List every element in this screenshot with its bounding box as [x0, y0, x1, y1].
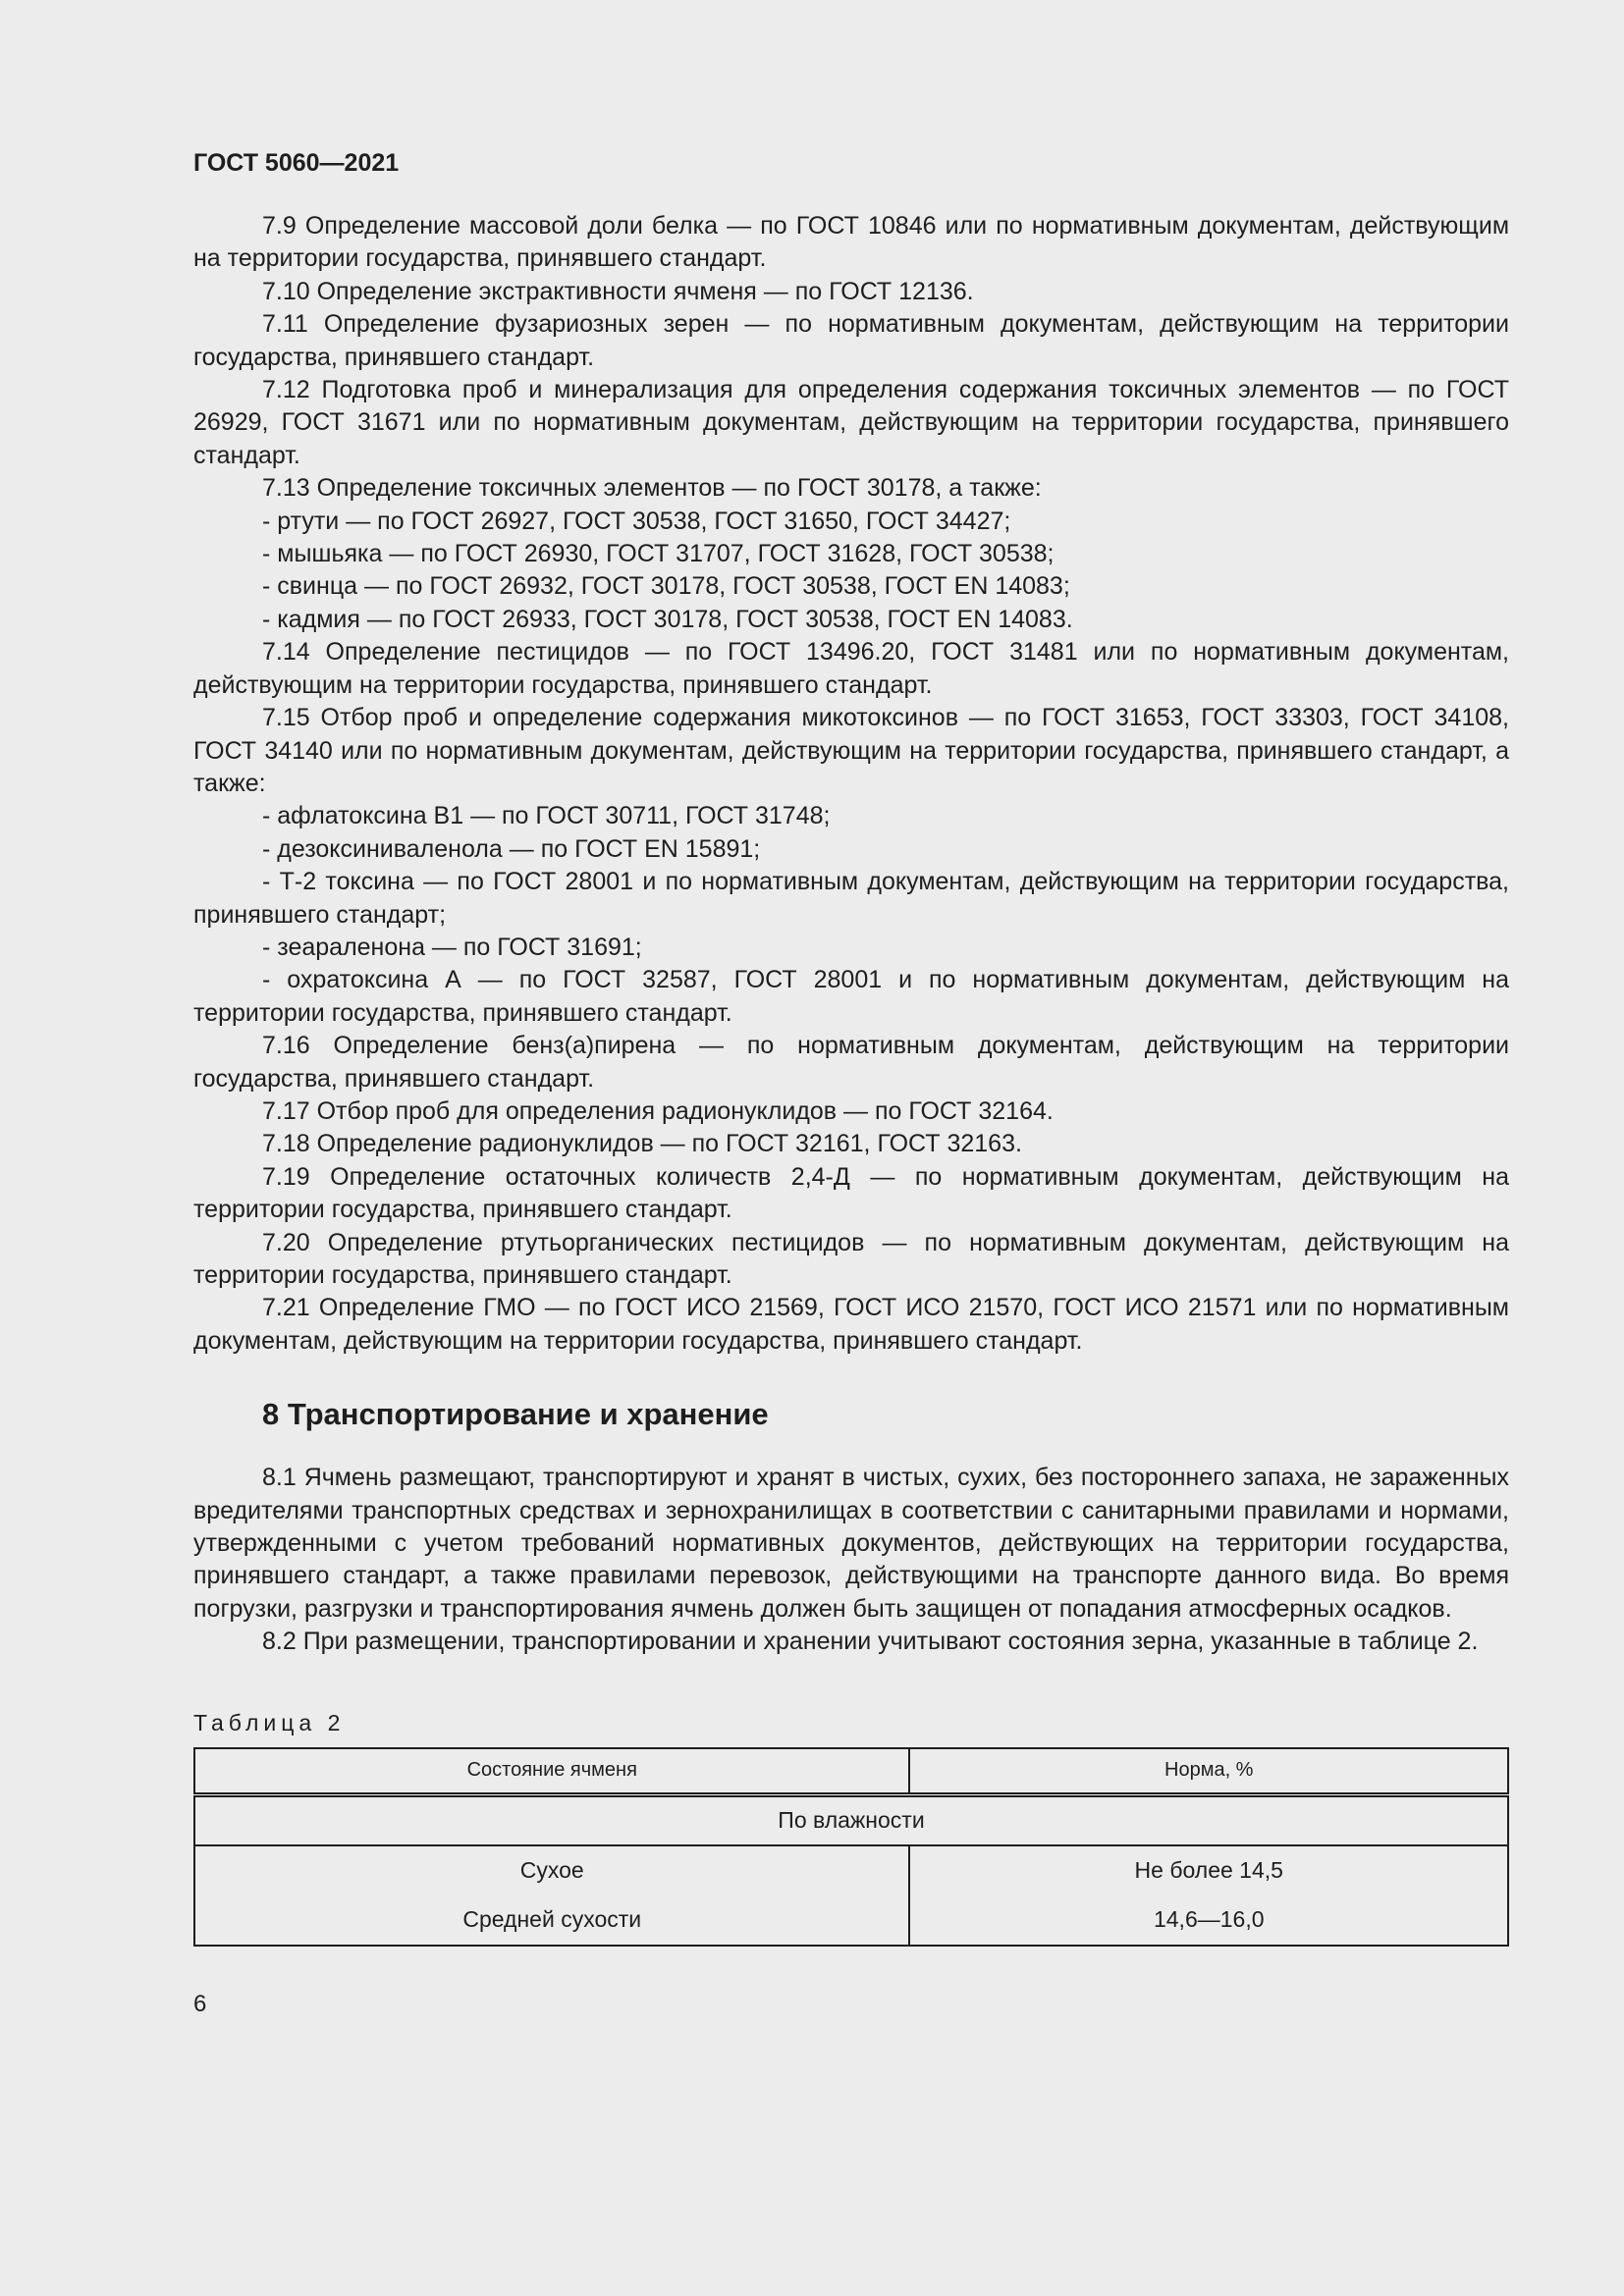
- list-item-arsenic: - мышьяка — по ГОСТ 26930, ГОСТ 31707, ГОСТ 31628, ГОСТ 30538;: [262, 540, 1055, 568]
- table-header-state: Состояние ячменя: [194, 1748, 909, 1795]
- paragraph-7-17: 7.17 Отбор проб для определения радионуклидов — по ГОСТ 32164.: [262, 1096, 1054, 1125]
- paragraph-7-16: 7.16 Определение бенз(а)пирена — по нормативным документам, действующим на территории государства, принявшего стандарт.: [193, 1032, 1509, 1093]
- paragraph-7-14: 7.14 Определение пестицидов — по ГОСТ 13496.20, ГОСТ 31481 или по нормативным документам, действующим на территории государства, принявшего стандарт.: [193, 638, 1509, 699]
- paragraph-7-20: 7.20 Определение ртутьорганических пестицидов — по нормативным документам, действующим на территории государства, принявшего стандарт.: [193, 1228, 1509, 1289]
- list-item-ochratoxin: - охратоксина А — по ГОСТ 32587, ГОСТ 28001 и по нормативным документам, действующим на территории государства, принявшего стандарт.: [193, 966, 1509, 1027]
- table-group-moisture: По влажности: [194, 1794, 1508, 1845]
- paragraph-8-1: 8.1 Ячмень размещают, транспортируют и хранят в чистых, сухих, без постороннего запаха, не зараженных вредителями транспортных средствах и зернохранилищах в соответствии с санитарными правилами и нормами, утвержденными с учетом требований нормативных документов, действующих на территории государства, принявшего стандарт, а также правилами перевозок, действующими на транспорте данного вида. Во время погрузки, разгрузки и транспортирования ячмень должен быть защищен от попадания атмосферных осадков.: [193, 1464, 1509, 1623]
- table-caption: Таблица 2: [193, 1709, 346, 1735]
- table-cell-state: Средней сухости: [194, 1896, 909, 1946]
- paragraph-7-10: 7.10 Определение экстрактивности ячменя — по ГОСТ 12136.: [262, 277, 974, 305]
- document-header-title: ГОСТ 5060—2021: [193, 149, 400, 177]
- list-item-t2-toxin: - Т-2 токсина — по ГОСТ 28001 и по нормативным документам, действующим на территории государства, принявшего стандарт;: [193, 868, 1509, 929]
- list-item-aflatoxin: - афлатоксина B1 — по ГОСТ 30711, ГОСТ 31748;: [262, 802, 831, 830]
- paragraph-7-13: 7.13 Определение токсичных элементов — по ГОСТ 30178, а также:: [262, 474, 1042, 503]
- table-header-row: [194, 1748, 1508, 1795]
- page-number: 6: [193, 1990, 207, 2017]
- paragraph-8-2: 8.2 При размещении, транспортировании и хранении учитывают состояния зерна, указанные в таблице 2.: [262, 1628, 1479, 1656]
- table-row: [194, 1896, 1508, 1946]
- section-8-heading: 8 Транспортирование и хранение: [262, 1397, 769, 1432]
- list-item-lead: - свинца — по ГОСТ 26932, ГОСТ 30178, ГОСТ 30538, ГОСТ EN 14083;: [262, 572, 1070, 601]
- list-item-cadmium: - кадмия — по ГОСТ 26933, ГОСТ 30178, ГОСТ 30538, ГОСТ EN 14083.: [262, 605, 1073, 633]
- table-cell-norm: 14,6—16,0: [1153, 1906, 1265, 1933]
- table-cell-norm: Не более 14,5: [1134, 1857, 1283, 1884]
- table-cell-state: Сухое: [194, 1845, 909, 1896]
- list-item-zearalenone: - зеараленона — по ГОСТ 31691;: [262, 933, 642, 961]
- section-7-body: [193, 210, 1509, 1358]
- paragraph-7-12: 7.12 Подготовка проб и минерализация для определения содержания токсичных элементов — по ГОСТ 26929, ГОСТ 31671 или по нормативным документам, действующим на территории государства, принявшего стандарт.: [193, 376, 1509, 469]
- list-item-mercury: - ртути — по ГОСТ 26927, ГОСТ 30538, ГОСТ 31650, ГОСТ 34427;: [262, 507, 1011, 535]
- section-8-body: [193, 1462, 1509, 1658]
- paragraph-7-9: 7.9 Определение массовой доли белка — по ГОСТ 10846 или по нормативным документам, действующим на территории государства, принявшего стандарт.: [193, 212, 1509, 273]
- paragraph-7-15: 7.15 Отбор проб и определение содержания микотоксинов — по ГОСТ 31653, ГОСТ 33303, ГОСТ 34108, ГОСТ 34140 или по нормативным документам, действующим на территории государства, принявшего стандарт, а также:: [193, 704, 1509, 797]
- list-item-deoxynivalenol: - дезоксиниваленола — по ГОСТ EN 15891;: [262, 834, 761, 863]
- table-group-row: [194, 1794, 1508, 1845]
- paragraph-7-18: 7.18 Определение радионуклидов — по ГОСТ 32161, ГОСТ 32163.: [262, 1130, 1022, 1158]
- table-row: [194, 1845, 1508, 1896]
- paragraph-7-21: 7.21 Определение ГМО — по ГОСТ ИСО 21569, ГОСТ ИСО 21570, ГОСТ ИСО 21571 или по нормативным документам, действующим на территории государства, принявшего стандарт.: [193, 1294, 1509, 1355]
- document-page: [193, 147, 1509, 2019]
- grain-state-table: [193, 1747, 1509, 1947]
- table-header-norm: Норма, %: [909, 1748, 1508, 1795]
- paragraph-7-19: 7.19 Определение остаточных количеств 2,4-Д — по нормативным документам, действующим на территории государства, принявшего стандарт.: [193, 1162, 1509, 1224]
- paragraph-7-11: 7.11 Определение фузариозных зерен — по нормативным документам, действующим на территории государства, принявшего стандарт.: [193, 310, 1509, 371]
